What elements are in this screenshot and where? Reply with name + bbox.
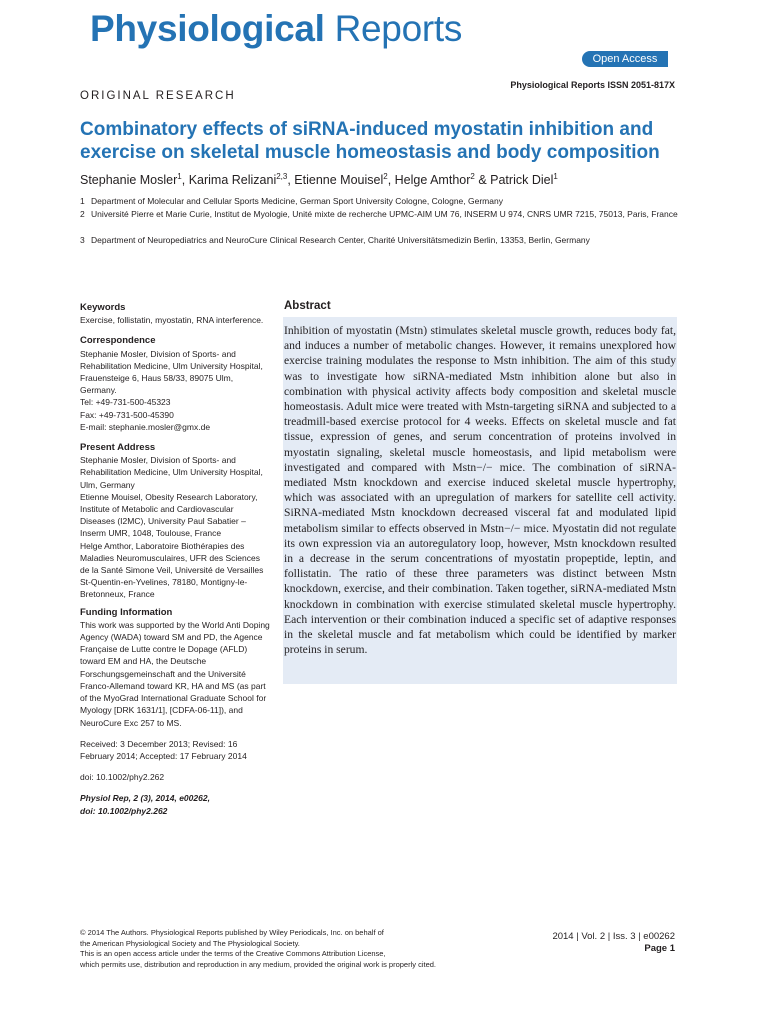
issn-line: Physiological Reports ISSN 2051-817X (510, 80, 675, 90)
affiliation-number: 2 (80, 209, 85, 219)
article-sidebar (80, 302, 270, 817)
journal-logo (90, 8, 462, 50)
correspondence-text: Stephanie Mosler, Division of Sports- and Rehabilitation Medicine, Ulm University Hospital, Frauensteige 6, Haus 58/33, 89075 Ulm, Germany. (80, 348, 263, 396)
fax-number: Fax: +49-731-500-45390 (80, 409, 174, 420)
author-affil-sup: 1 (177, 172, 182, 181)
abstract-heading: Abstract (284, 300, 331, 312)
author-separator: , (287, 173, 295, 188)
copyright-line: © 2014 The Authors. Physiological Reports published by Wiley Periodicals, Inc. on behalf of (80, 928, 384, 937)
present-address-text: Helge Amthor, Laboratoire Biothérapies des Maladies Neuromusculaires, UFR des Sciences de la Santé Simone Veil, Université de Versailles St-Quentin-en-Yvelines, 78180, Montigny-le-Bretonneux, France (80, 540, 264, 600)
section-label: ORIGINAL RESEARCH (80, 90, 236, 102)
present-address-text: Stephanie Mosler, Division of Sports- and Rehabilitation Medicine, Ulm University Hospital, Ulm, Germany (80, 455, 263, 490)
issue-line: 2014 | Vol. 2 | Iss. 3 | e00262 (552, 931, 675, 942)
author-separator: & (474, 173, 491, 188)
author-separator: , (387, 173, 395, 188)
author-name: Etienne Mouisel (294, 173, 384, 188)
affiliation-number: 3 (80, 235, 85, 245)
affiliation-number: 1 (80, 196, 85, 206)
author-name: Karima Relizani (188, 173, 277, 188)
article-title: Combinatory effects of siRNA-induced myostatin inhibition and exercise on skeletal muscle homeostasis and body composition (80, 119, 660, 163)
phone-number: Tel: +49-731-500-45323 (80, 397, 171, 408)
doi-line[interactable]: doi: 10.1002/phy2.262 (80, 772, 165, 783)
email-address[interactable]: E-mail: stephanie.mosler@gmx.de (80, 421, 211, 432)
author-name: Patrick Diel (490, 173, 554, 188)
keywords-text: Exercise, follistatin, myostatin, RNA interference. (80, 315, 264, 326)
author-affil-sup: 1 (553, 172, 558, 181)
keywords-heading: Keywords (80, 302, 126, 313)
affiliation-text: Department of Molecular and Cellular Sports Medicine, German Sport University Cologne, Cologne, Germany (91, 196, 503, 206)
author-separator: , (181, 173, 189, 188)
affiliation (80, 195, 680, 207)
issue-info (552, 931, 675, 954)
citation-line: Physiol Rep, 2 (3), 2014, e00262, (80, 793, 210, 804)
affiliation (80, 208, 680, 220)
affiliation-text: Université Pierre et Marie Curie, Institut de Myologie, Unité mixte de recherche UPMC-AIM UM 76, INSERM U 974, CNRS UMR 7215, 75013, Paris, France (91, 209, 678, 219)
open-access-badge: Open Access (582, 51, 668, 67)
author-list (80, 172, 558, 187)
logo-bold-text: Physiological (90, 8, 325, 49)
license-line: This is an open access article under the terms of the Creative Commons Attribution License, (80, 949, 386, 958)
present-address-heading: Present Address (80, 442, 156, 454)
abstract-box (283, 317, 677, 684)
affiliation (80, 234, 680, 246)
affiliation-text: Department of Neuropediatrics and NeuroCure Clinical Research Center, Charité Universitätsmedizin Berlin, 13353, Berlin, Germany (91, 235, 590, 245)
copyright-line: the American Physiological Society and The Physiological Society. (80, 938, 300, 948)
author-name: Helge Amthor (394, 173, 471, 188)
author-affil-sup: 2,3 (276, 172, 288, 181)
funding-heading: Funding Information (80, 606, 173, 618)
correspondence-heading: Correspondence (80, 335, 156, 347)
license-line: which permits use, distribution and reproduction in any medium, provided the original work is properly cited. (80, 959, 437, 969)
author-name: Stephanie Mosler (80, 173, 178, 188)
author-affil-sup: 2 (470, 172, 475, 181)
citation-doi[interactable]: doi: 10.1002/phy2.262 (80, 805, 168, 816)
received-dates: Received: 3 December 2013; Revised: 16 February 2014; Accepted: 17 February 2014 (80, 738, 247, 761)
copyright-notice (80, 928, 500, 970)
author-affil-sup: 2 (383, 172, 388, 181)
page-number: Page 1 (644, 942, 675, 954)
abstract-text: Inhibition of myostatin (Mstn) stimulates skeletal muscle growth, reduces body fat, and induces a number of metabolic changes. However, it remains unexplored how exercise training modulates the response to Mstn inhibition. The aim of this study was to investigate how siRNA-mediated Mstn inhibition alone but also in combination with physical activity affects body composition and skeletal muscle homeostasis. Adult mice were treated with Mstn-targeting siRNA and subjected to a treadmill-based exercise protocol for 4 weeks. Effects on skeletal muscle and fat tissue, expression of genes, and serum concentration of proteins involved in myostatin signaling, skeletal muscle homeostasis, and lipid metabolism were investigated and compared with Mstn−/− mice. The combination of siRNA-mediated Mstn knockdown and exercise induced skeletal muscle hypertrophy, which was associated with an upregulation of markers for satellite cell activity. SiRNA-mediated Mstn knockdown decreased visceral fat and modulated lipid metabolism similar to effects observed in Mstn−/− mice. Myostatin did not regulate its own expression via an autoregulatory loop, however, Mstn knockdown resulted in a decrease in the serum concentrations of myostatin propeptide, leptin, and follistatin. The ratio of these three parameters was distinct between Mstn knockdown, exercise, and their combination. Taken together, siRNA-mediated Mstn knockdown in combination with exercise stimulated skeletal muscle hypertrophy. Each intervention or their combination induced a specific set of adaptive responses in the skeletal muscle and fat metabolism which could be identified by marker proteins in serum. (284, 324, 676, 657)
logo-light-text: Reports (334, 8, 463, 49)
present-address-text: Etienne Mouisel, Obesity Research Laboratory, Institute of Metabolic and Cardiovascular Diseases (I2MC), University Paul Sabatier – Inserm UMR, 1048, Toulouse, France (80, 491, 258, 539)
funding-text: This work was supported by the World Anti Doping Agency (WADA) toward SM and PD, the Agence Française de Lutte contre le Dopage (AFLD) toward EM and HA, the Deutsche Forschungsgemeinschaft and the Université Franco-Allemand toward KR, HA and MS (as part of the MyoGrad International Graduate School for Myology [DRK 1631/1], [CDFA-06-11]), and NeuroCure Exc 257 to MS. (80, 619, 270, 728)
